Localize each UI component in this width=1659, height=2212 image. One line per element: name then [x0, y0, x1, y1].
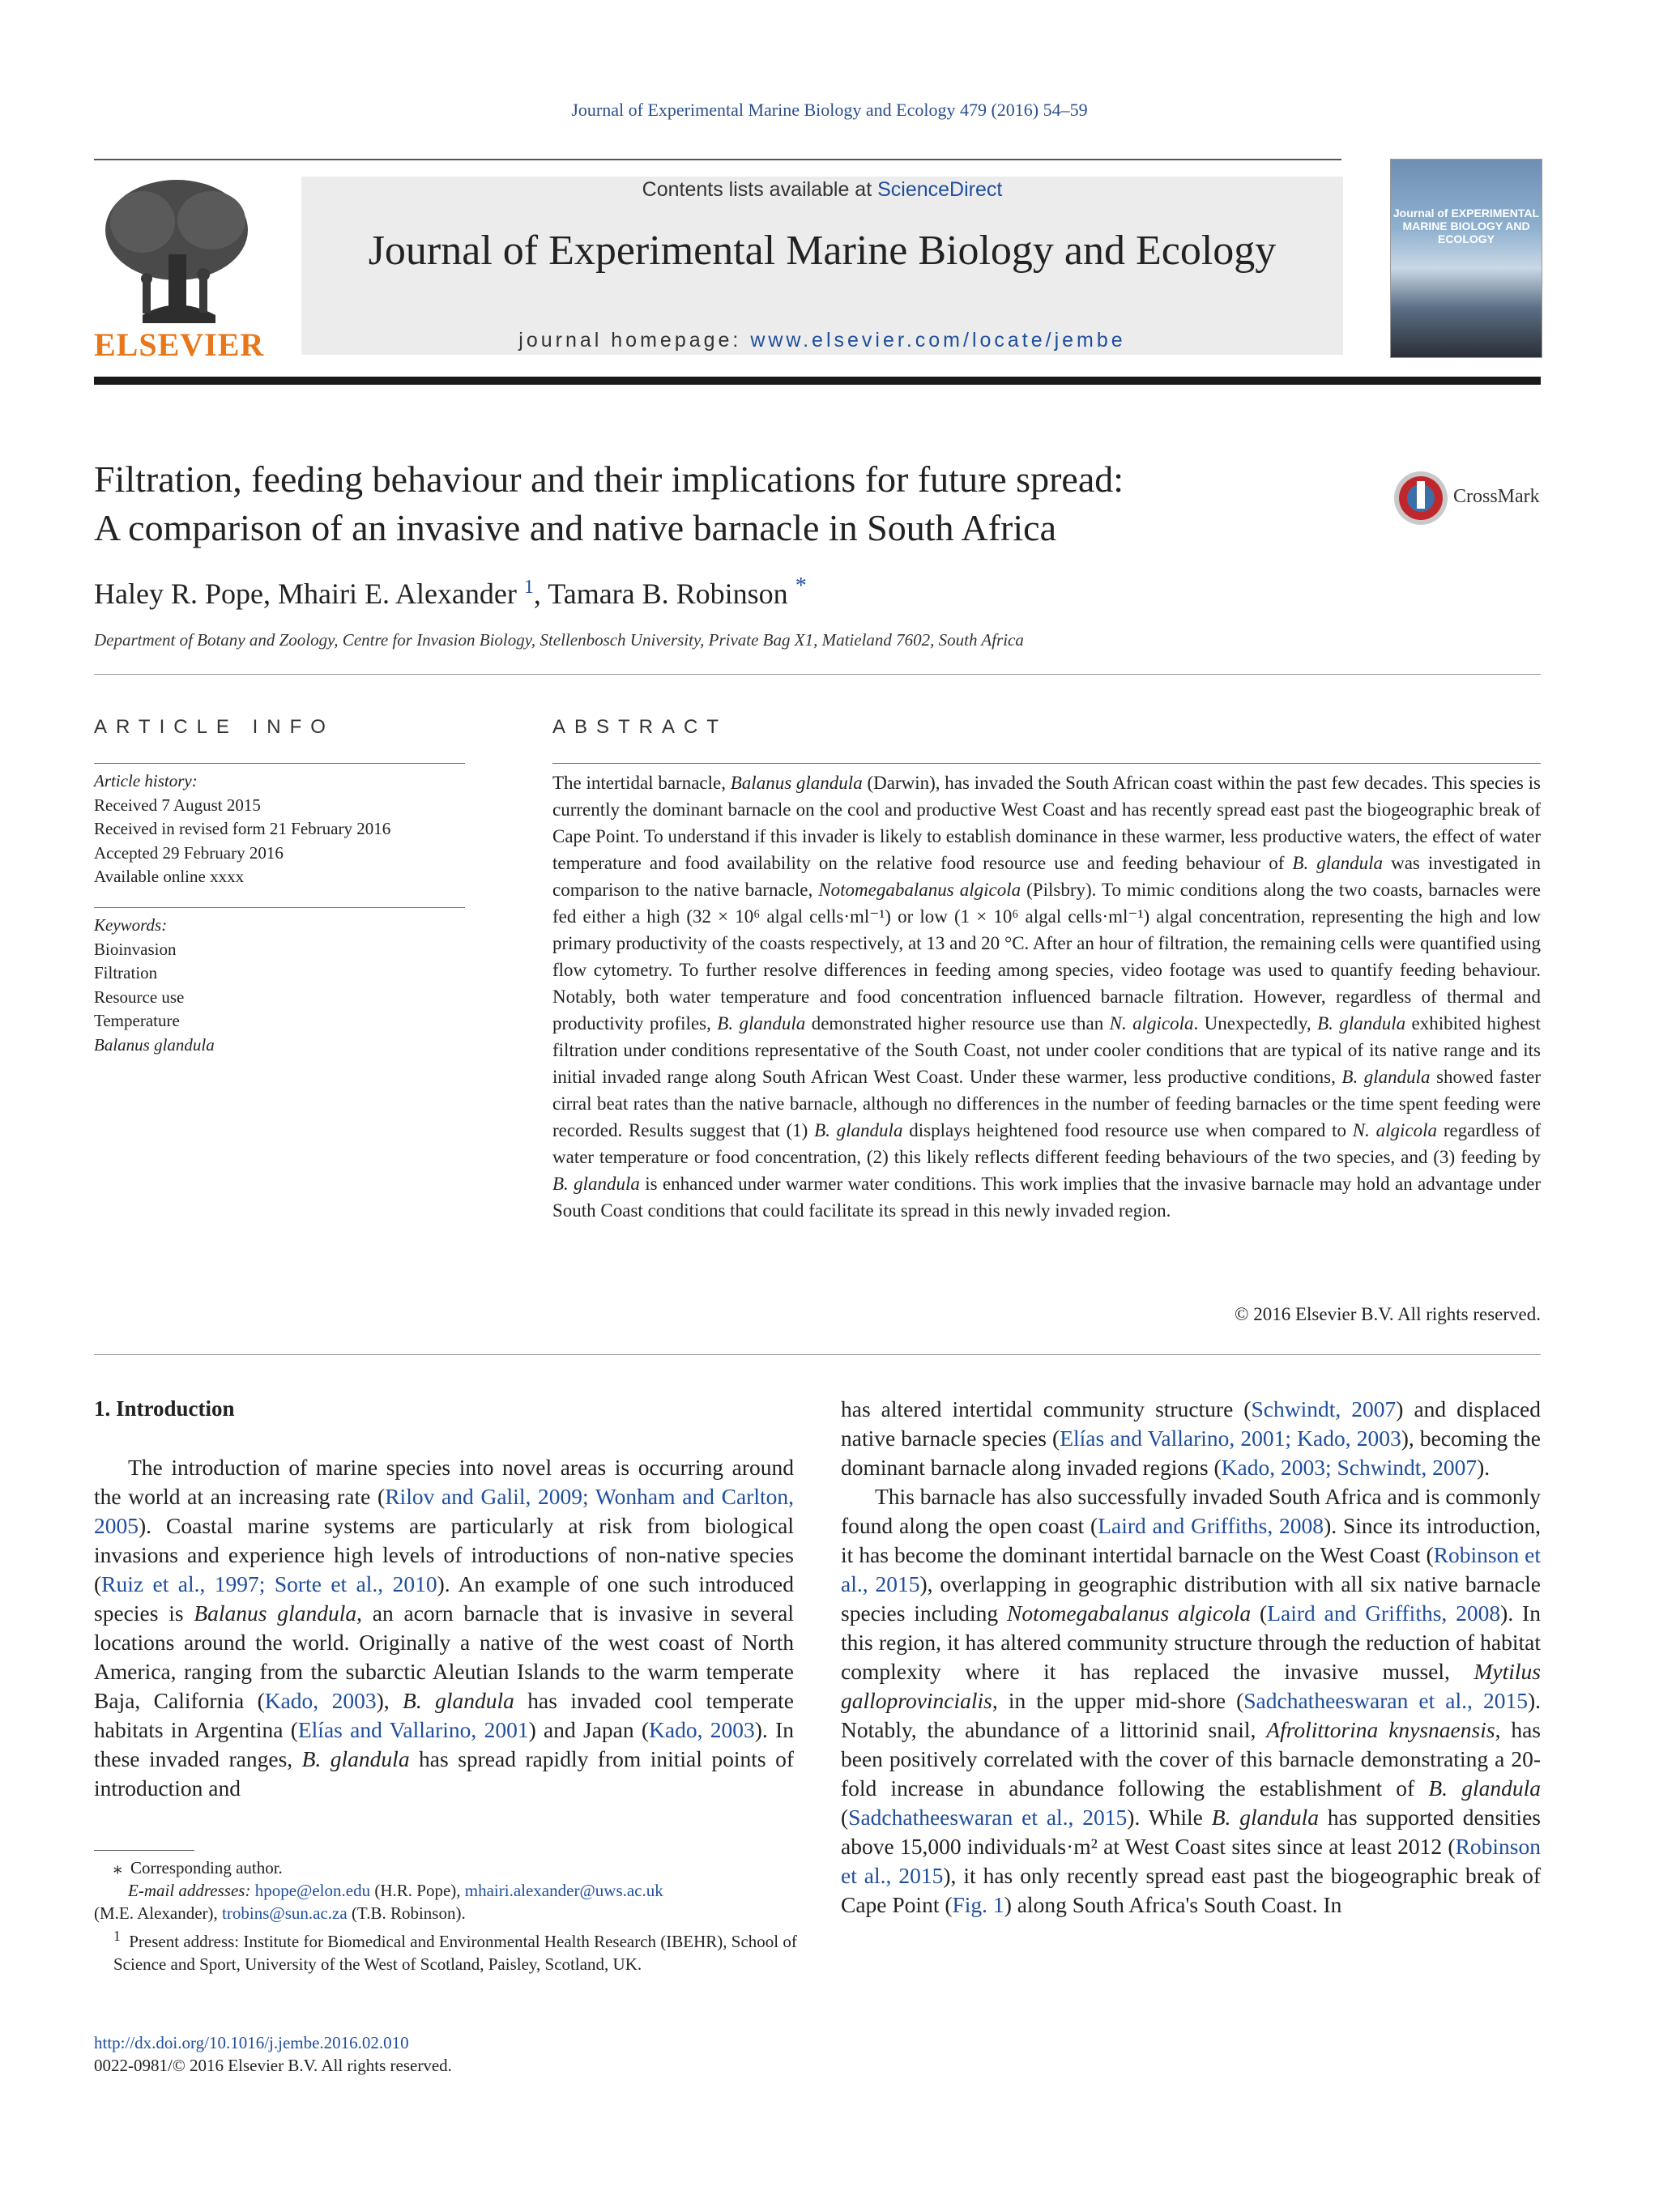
citation-link[interactable]: Sadchatheeswaran et al., 2015 — [848, 1805, 1128, 1830]
corresponding-footnote — [94, 1856, 799, 1879]
revised-date: Received in revised form 21 February 2016 — [94, 819, 391, 838]
email-link[interactable]: trobins@sun.ac.za — [222, 1903, 348, 1923]
section-rule — [94, 674, 1541, 675]
email-link[interactable]: hpope@elon.edu — [254, 1881, 371, 1900]
abstract-run: is enhanced under warmer water conditions. This work implies that the invasive barnacle may hold an advantage under South Coast conditions that could facilitate its spread in this newly invaded region. — [552, 1174, 1541, 1221]
abstract-run: exhibited highest filtration under conditions representative of the South Coast, not under cooler conditions that are typical of its native range and its initial invaded range along South African West Coast. Under these warmer, less productive conditions, — [552, 1013, 1541, 1087]
citation-link[interactable]: Robinson et al., 2015 — [841, 1834, 1541, 1888]
homepage-prefix: journal homepage: — [518, 329, 751, 352]
article-title — [94, 455, 1309, 552]
citation-link[interactable]: Schwindt, 2007 — [1251, 1396, 1397, 1421]
abstract-rule — [552, 763, 1541, 764]
journal-title: Journal of Experimental Marine Biology and Ecology — [368, 228, 1277, 274]
abstract-copyright: © 2016 Elsevier B.V. All rights reserved. — [1235, 1304, 1541, 1324]
species-name: B. glandula — [403, 1688, 514, 1713]
species-name: N. algicola — [1109, 1013, 1194, 1034]
keyword: Balanus glandula — [94, 1034, 215, 1055]
text-run: has spread rapidly from initial points of introduction and — [94, 1746, 794, 1801]
title-line-2: A comparison of an invasive and native barnacle in South Africa — [94, 507, 1056, 548]
text-run: ). Since its introduction, it has become the dominant intertidal barnacle on the West Coast ( — [841, 1513, 1542, 1567]
text-run: , an acorn barnacle that is invasive in several locations around the world. Originally a native of the west coast of North America, ranging from the subarctic Aleutian Islands to the warm temperate Baja, California ( — [94, 1600, 794, 1713]
contents-line — [301, 177, 1343, 202]
online-date: Available online xxxx — [94, 867, 245, 886]
species-name: B. glandula — [1341, 1067, 1431, 1087]
intro-paragraph — [94, 1453, 794, 1803]
abstract-run: . Unexpectedly, — [1193, 1013, 1318, 1034]
history-label: Article history: — [94, 771, 198, 791]
header-rule — [94, 159, 1341, 160]
citation-link[interactable]: Kado, 2003 — [649, 1717, 755, 1742]
citation-link[interactable]: Rilov and Galil, 2009; Wonham and Carlton, 2005 — [94, 1484, 794, 1538]
author-robinson: , Tamara B. Robinson — [533, 578, 795, 610]
cover-text: Journal of EXPERIMENTAL MARINE BIOLOGY AND ECOLOGY — [1392, 207, 1540, 245]
species-name: B. glandula — [1211, 1805, 1320, 1830]
text-run: ). In these invaded ranges, — [94, 1717, 794, 1771]
email-owner: (H.R. Pope), — [370, 1881, 465, 1900]
issn-line: 0022-0981/© 2016 Elsevier B.V. All rights reserved. — [94, 2056, 452, 2075]
species-name: B. glandula — [1292, 853, 1384, 873]
text-run: ( — [841, 1805, 849, 1830]
species-name: Mytilus galloprovincialis — [841, 1659, 1541, 1713]
footnote-number: 1 — [113, 1928, 121, 1944]
species-name: B. glandula — [814, 1120, 903, 1140]
text-run: ) along South Africa's South Coast. In — [1004, 1892, 1342, 1917]
text-run: ). While — [1127, 1805, 1212, 1830]
footnote-marker-1[interactable]: 1 — [523, 577, 534, 598]
corresponding-marker[interactable]: * — [795, 573, 807, 599]
article-info-rule — [94, 763, 465, 764]
text-run: This barnacle has also successfully invaded South Africa and is commonly found along the open coast ( — [841, 1484, 1541, 1538]
homepage-link[interactable]: www.elsevier.com/locate/jembe — [750, 329, 1126, 352]
abstract-run: regardless of water temperature or food concentration, (2) this likely reflects different feeding behaviours of the two species, and (3) feeding by — [552, 1120, 1541, 1167]
citation-link[interactable]: Elías and Vallarino, 2001; Kado, 2003 — [1060, 1426, 1401, 1451]
text-run: ). Notably, the abundance of a littorinid snail, — [841, 1688, 1541, 1742]
footnote-text: Corresponding author. — [130, 1858, 283, 1877]
text-run: ( — [1251, 1600, 1268, 1626]
keyword: Filtration — [94, 963, 158, 982]
journal-cover-image — [1390, 159, 1542, 358]
text-run: ) and Japan ( — [528, 1717, 650, 1742]
text-run: ), — [376, 1688, 403, 1713]
keyword: Temperature — [94, 1011, 180, 1030]
species-name: Notomegabalanus algicola — [818, 880, 1021, 900]
email-owner: (T.B. Robinson). — [347, 1903, 466, 1923]
contents-prefix: Contents lists available at — [642, 178, 878, 201]
text-run: ). — [1477, 1455, 1491, 1480]
text-run: ). In this region, it has altered community structure through the reduction of habitat complexity where it has replaced the invasive mussel, — [841, 1600, 1541, 1684]
species-name: Afrolittorina knysnaensis — [1266, 1717, 1495, 1742]
species-name: B. glandula — [552, 1174, 640, 1194]
citation-link[interactable]: Laird and Griffiths, 2008 — [1267, 1600, 1501, 1626]
email-label: E-mail addresses: — [128, 1881, 255, 1900]
abstract-run: The intertidal barnacle, — [552, 773, 731, 793]
intro-paragraph — [841, 1482, 1541, 1920]
abstract-run: demonstrated higher resource use than — [805, 1013, 1110, 1034]
species-name: B. glandula — [301, 1746, 410, 1771]
doi-link[interactable]: http://dx.doi.org/10.1016/j.jembe.2016.02.010 — [94, 2033, 409, 2052]
crossmark-label[interactable]: CrossMark — [1453, 486, 1540, 507]
text-run: The introduction of marine species into novel areas is occurring around the world at an increasing rate ( — [94, 1455, 794, 1509]
email-footnote-cont — [94, 1902, 799, 1924]
keywords-label: Keywords: — [94, 915, 168, 935]
abstract-text — [552, 769, 1541, 1224]
author-alexander: Mhairi E. Alexander — [277, 578, 524, 610]
citation-link[interactable]: Laird and Griffiths, 2008 — [1098, 1513, 1324, 1538]
page-footer — [94, 2031, 799, 2077]
species-name: Balanus glandula — [730, 773, 863, 793]
abstract-run: (Pilsbry). To mimic conditions along the two coasts, barnacles were fed either a high (32 × 10⁶ algal cells·ml⁻¹) or low (1 × 10⁶ algal cells·ml⁻¹) algal concentration, representing the high and low primary productivity of the coasts respectively, at 13 and 20 °C. After an hour of filtration, the remaining cells were quantified using flow cytometry. To further resolve differences in feeding among species, video footage was used to quantify feeding behaviour. Notably, both water temperature and food concentration influenced barnacle filtration. However, regardless of thermal and productivity profiles, — [552, 880, 1541, 1034]
text-run: has altered intertidal community structure ( — [841, 1396, 1252, 1421]
intro-column-right — [841, 1395, 1541, 1920]
text-run: has invaded cool temperate habitats in Argentina ( — [94, 1688, 794, 1742]
introduction-heading: 1. Introduction — [94, 1396, 235, 1421]
species-name: Notomegabalanus algicola — [1007, 1600, 1252, 1626]
keywords-block — [94, 914, 465, 1057]
footnote-star: ⁎ — [113, 1858, 122, 1877]
intro-paragraph — [841, 1395, 1541, 1482]
citation-link[interactable]: Sadchatheeswaran et al., 2015 — [1243, 1688, 1528, 1713]
species-name: B. glandula — [1317, 1013, 1406, 1034]
text-run: ), overlapping in geographic distribution with all six native barnacle species including — [841, 1571, 1541, 1626]
text-run: has supported densities above 15,000 individuals·m² at West Coast sites since at least 2012 ( — [841, 1805, 1541, 1859]
citation-link[interactable]: Ruiz et al., 1997; Sorte et al., 2010 — [101, 1571, 437, 1596]
species-name: B. glandula — [1428, 1775, 1541, 1801]
abstract-run: displays heightened food resource use when compared to — [902, 1120, 1353, 1140]
author-pope: Haley R. Pope, — [94, 578, 278, 610]
header-thick-rule — [94, 377, 1541, 385]
text-run: ) and displaced native barnacle species ( — [841, 1396, 1542, 1451]
text-run: , has been positively correlated with the cover of this barnacle demonstrating a 20-fold increase in abundance following the establishment of — [841, 1717, 1541, 1801]
sciencedirect-link[interactable]: ScienceDirect — [877, 178, 1003, 201]
received-date: Received 7 August 2015 — [94, 795, 261, 815]
article-info-heading: ARTICLE INFO — [94, 716, 335, 738]
email-link[interactable]: mhairi.alexander@uws.ac.uk — [464, 1881, 663, 1900]
abstract-run: showed faster cirral beat rates than the native barnacle, although no differences in the number of feeding barnacles or the time spent feeding were recorded. Results suggest that (1) — [552, 1067, 1541, 1140]
figure-link[interactable]: Fig. 1 — [952, 1892, 1004, 1917]
footnotes — [94, 1856, 799, 1975]
footnote-text: Present address: Institute for Biomedical and Environmental Health Research (IBEHR), School of Science and Sport, University of the West of Scotland, Paisley, Scotland, UK. — [113, 1932, 797, 1974]
citation-link[interactable]: Elías and Vallarino, 2001 — [297, 1717, 529, 1742]
species-name: N. algicola — [1352, 1120, 1438, 1140]
keyword: Resource use — [94, 987, 185, 1007]
author-list — [94, 573, 1390, 611]
species-name: Balanus glandula — [194, 1600, 357, 1626]
keyword: Bioinvasion — [94, 939, 177, 959]
journal-citation-link[interactable]: Journal of Experimental Marine Biology and Ecology 479 (2016) 54–59 — [571, 100, 1088, 120]
text-run: ), becoming the dominant barnacle along invaded regions ( — [841, 1426, 1541, 1480]
email-owner: (M.E. Alexander), — [94, 1903, 223, 1923]
section-rule — [94, 1354, 1541, 1355]
citation-link[interactable]: Kado, 2003; Schwindt, 2007 — [1221, 1455, 1478, 1480]
article-info-rule — [94, 907, 465, 908]
present-address-footnote — [94, 1924, 799, 1975]
abstract-heading: ABSTRACT — [552, 716, 728, 738]
abstract-run: was investigated in comparison to the native barnacle, — [552, 853, 1541, 900]
intro-column-left — [94, 1453, 794, 1803]
text-run: ), it has only recently spread east past the biogeographic break of Cape Point ( — [841, 1863, 1541, 1917]
accepted-date: Accepted 29 February 2016 — [94, 842, 284, 863]
article-history — [94, 769, 465, 889]
species-name: B. glandula — [717, 1013, 806, 1034]
homepage-line — [301, 329, 1343, 352]
affiliation: Department of Botany and Zoology, Centre for Invasion Biology, Stellenbosch University, Private Bag X1, Matieland 7602, South Africa — [94, 630, 1024, 650]
abstract-run: (Darwin), has invaded the South African coast within the past few decades. This species is currently the dominant barnacle on the cool and productive West Coast and has recently spread east past the biogeographic break of Cape Point. To understand if this invader is likely to establish dominance in these warmer, less productive waters, the effect of water temperature and food availability on the relative food resource use and feeding behaviour of — [552, 773, 1542, 873]
footnote-rule — [94, 1850, 194, 1851]
title-line-1: Filtration, feeding behaviour and their implications for future spread: — [94, 458, 1124, 500]
email-footnote — [94, 1879, 799, 1902]
citation-link[interactable]: Robinson et al., 2015 — [841, 1542, 1541, 1596]
text-run: ). Coastal marine systems are particularly at risk from biological invasions and experience high levels of introductions of non-native species ( — [94, 1513, 794, 1596]
elsevier-wordmark: ELSEVIER — [94, 326, 265, 363]
text-run: ). An example of one such introduced species is — [94, 1571, 794, 1626]
citation-link[interactable]: Kado, 2003 — [264, 1688, 377, 1713]
text-run: , in the upper mid-shore ( — [992, 1688, 1244, 1713]
